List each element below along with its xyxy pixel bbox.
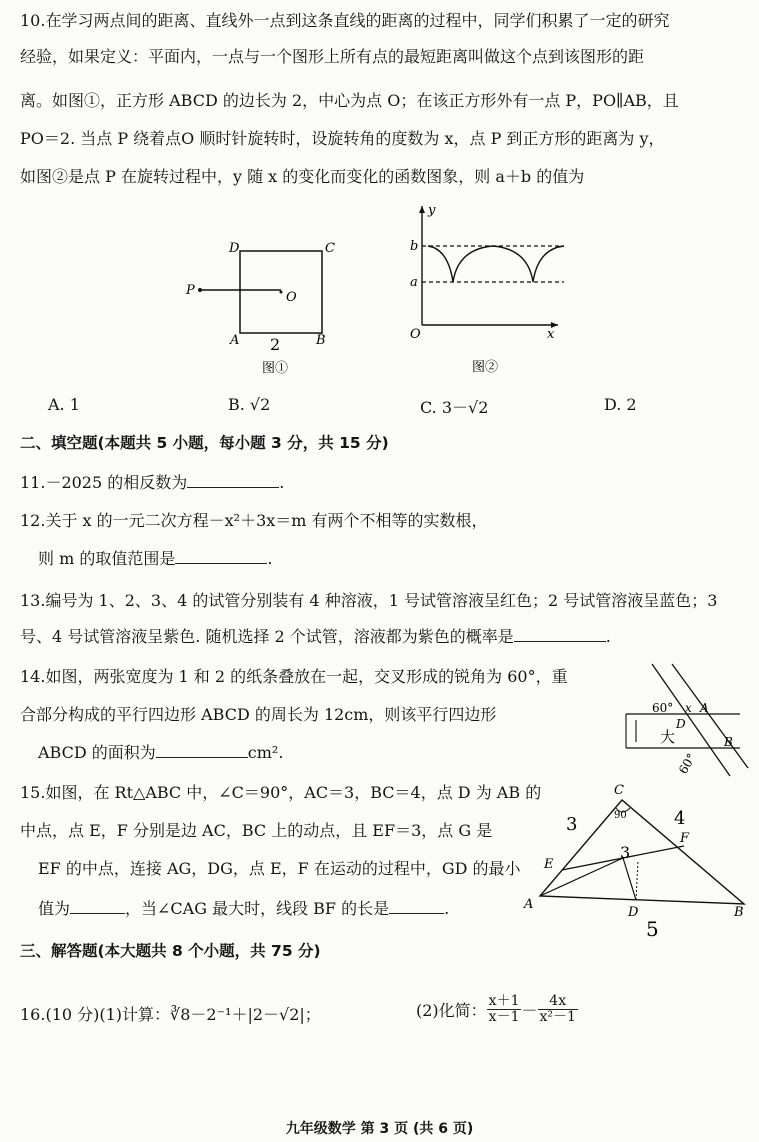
hand-90: 90 (614, 810, 627, 821)
label-B-14: B (724, 735, 733, 749)
label-F: F (680, 831, 690, 846)
q15-line4 (38, 898, 449, 920)
q14-line2: 合部分构成的平行四边形 ABCD 的周长为 12cm，则该平行四边形 (20, 705, 497, 724)
label-C: C (325, 241, 335, 256)
q11-end: . (279, 473, 285, 492)
q10-line1: 10.在学习两点间的距离、直线外一点到这条直线的距离的过程中，同学们积累了一定的研究 (20, 11, 670, 30)
label-D-14: D (676, 717, 686, 731)
q16-part1: 16.(10 分)(1)计算：∛8－2⁻¹＋|2－√2|； (20, 1005, 321, 1024)
q15-line1: 15.如图，在 Rt△ABC 中，∠C＝90°，AC＝3，BC＝4，点 D 为 AB 的 (20, 783, 542, 802)
q11 (20, 472, 284, 494)
q12-line1: 12.关于 x 的一元二次方程－x²＋3x＝m 有两个不相等的实数根， (20, 511, 488, 530)
label-P: P (186, 283, 195, 298)
q14-text: ABCD 的面积为 (38, 743, 156, 762)
q15-blank-1 (70, 899, 125, 914)
q16-part2 (416, 994, 578, 1025)
handwritten-2: 2 (270, 335, 281, 354)
q10-line3: 离。如图①，正方形 ABCD 的边长为 2，中心为点 O；在该正方形外有一点 P，PO∥AB，且 (20, 91, 679, 110)
option-a: A. 1 (48, 395, 80, 414)
figure-2-graph (392, 200, 572, 376)
q15-figure (518, 778, 754, 944)
label-B-15: B (734, 905, 744, 920)
option-d: D. 2 (604, 395, 637, 414)
q15-blank-2 (389, 899, 444, 914)
q12-answer-blank (175, 549, 267, 564)
label-a: a (410, 275, 418, 290)
label-b: b (410, 239, 419, 254)
figure-1-caption: 图① (262, 361, 289, 376)
fraction-1-num: x＋1 (488, 993, 520, 1009)
label-B: B (316, 333, 326, 348)
label-E: E (544, 857, 554, 872)
figure-1-square (180, 236, 350, 376)
q12-end: . (267, 549, 273, 568)
q15-text-b: ，当∠CAG 最大时，线段 BF 的长是 (125, 899, 390, 918)
q15-end: . (444, 899, 450, 918)
option-b: B. √2 (228, 395, 271, 414)
fraction-1-den: x－1 (488, 1009, 520, 1025)
q14-end: cm². (247, 743, 284, 762)
fraction-2-den: x²－1 (539, 1009, 576, 1025)
label-D: D (229, 241, 240, 256)
label-D-15: D (628, 905, 639, 920)
angle-60-bottom: 60° (675, 750, 699, 777)
section-2-heading: 二、填空题(本题共 5 小题，每小题 3 分，共 15 分) (20, 434, 389, 452)
q14-answer-blank (156, 743, 248, 758)
figure-2-caption: 图② (472, 360, 499, 375)
q11-answer-blank (187, 473, 279, 488)
axis-x-label: x (547, 327, 555, 342)
hand-char: 大 (660, 728, 676, 746)
angle-60-top: 60° (652, 701, 674, 715)
fraction-2-num: 4x (538, 994, 578, 1010)
hand-4: 4 (674, 808, 686, 829)
fraction-1 (487, 994, 522, 1025)
label-A-14: A (700, 701, 709, 715)
minus-sign: － (521, 1001, 538, 1020)
section-3-heading: 三、解答题(本大题共 8 个小题，共 75 分) (20, 942, 321, 960)
label-C-15: C (614, 783, 624, 798)
label-O: O (286, 290, 297, 305)
option-c: C. 3－√2 (420, 398, 489, 417)
q15-line2: 中点，点 E，F 分别是边 AC，BC 上的动点，且 EF＝3，点 G 是 (20, 821, 493, 840)
q15-text-a: 值为 (38, 899, 71, 918)
q10-line5: 如图②是点 P 在旋转过程中，y 随 x 的变化而变化的函数图象，则 a＋b 的值为 (20, 167, 585, 186)
fraction-2 (538, 994, 578, 1025)
q10-line2: 经验，如果定义：平面内，一点与一个图形上所有点的最短距离叫做这个点到该图形的距 (20, 47, 645, 66)
q11-text: 11.－2025 的相反数为 (20, 473, 188, 492)
q10-line4: PO＝2. 当点 P 绕着点O 顺时针旋转时，设旋转角的度数为 x，点 P 到正方形的距离为 y， (20, 129, 665, 148)
hand-G: 3 (620, 843, 631, 862)
q12-line2 (38, 548, 272, 570)
axis-y-label: y (428, 203, 436, 218)
label-A-15: A (524, 897, 534, 912)
q12-text: 则 m 的取值范围是 (38, 549, 176, 568)
q13-line1: 13.编号为 1、2、3、4 的试管分别装有 4 种溶液，1 号试管溶液呈红色；2 号试管溶液呈蓝色；3 (20, 591, 718, 610)
hand-5: 5 (646, 917, 659, 941)
label-A: A (230, 333, 240, 348)
q14-line1: 14.如图，两张宽度为 1 和 2 的纸条叠放在一起，交叉形成的锐角为 60°，重 (20, 667, 568, 686)
origin-label: O (410, 327, 421, 342)
q14-figure (612, 660, 752, 778)
q13-end: . (605, 627, 611, 646)
hand-3: 3 (566, 814, 578, 835)
q14-line3 (38, 742, 283, 764)
q13-text: 号、4 号试管溶液呈紫色. 随机选择 2 个试管，溶液都为紫色的概率是 (20, 627, 514, 646)
q15-line3: EF 的中点，连接 AG，DG，点 E，F 在运动的过程中，GD 的最小 (38, 859, 521, 878)
q16-part2-label: (2)化简： (416, 1001, 487, 1020)
page-footer: 九年级数学 第 3 页 (共 6 页) (285, 1121, 474, 1137)
q13-line2 (20, 626, 611, 648)
q13-answer-blank (514, 627, 606, 642)
label-x: x (685, 701, 692, 715)
